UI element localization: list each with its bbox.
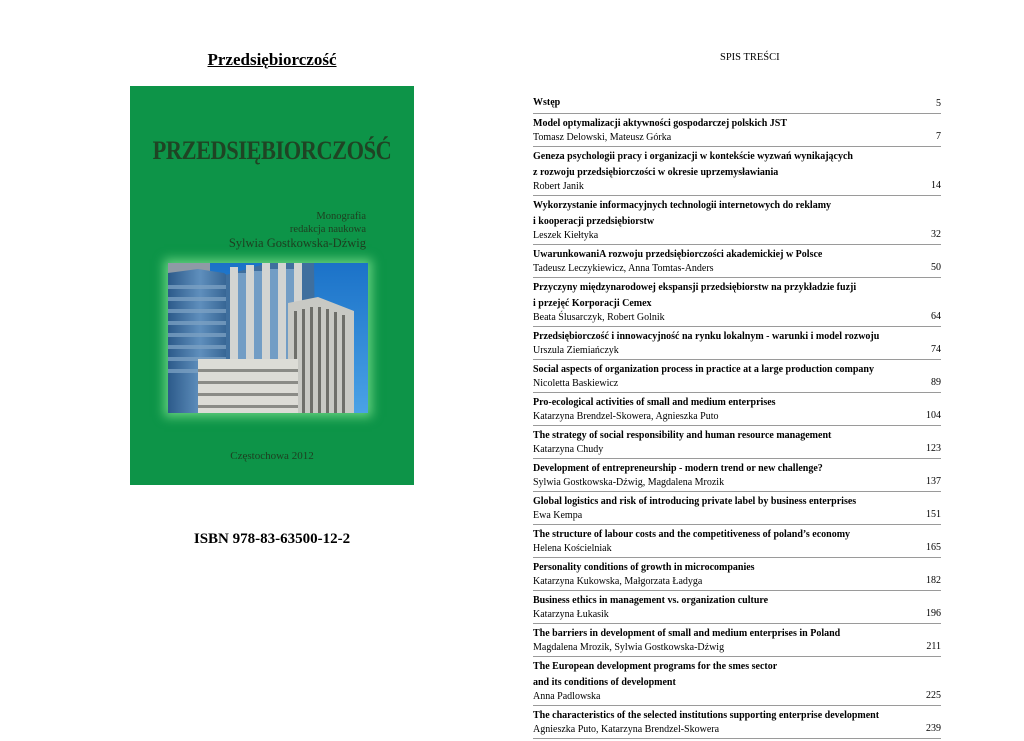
toc-entry [533,280,941,327]
toc-entry-title: z rozwoju przedsiębiorczości w okresie uprzemysławiania [533,167,779,178]
toc-entry-authors: Katarzyna Brendzel-Skowera, Agnieszka Puto [533,411,719,422]
toc-entry-title: Wykorzystanie informacyjnych technologii internetowych do reklamy [533,200,832,211]
toc-entry-title: i przejęć Korporacji Cemex [533,298,652,309]
toc-heading: SPIS TREŚCI [720,52,780,63]
toc-entry-page: 14 [931,180,941,191]
isbn: ISBN 978-83-63500-12-2 [193,531,351,547]
cover-city-year: Częstochowa 2012 [230,450,314,462]
toc-entry-page: 137 [926,476,941,487]
toc-entry-title: The barriers in development of small and medium enterprises in Poland [533,628,841,639]
toc-entry-title: The European development programs for the smes sector [533,661,778,672]
toc-entry-page: 196 [926,608,941,619]
toc-entry-title: Wstęp [533,97,561,108]
cover-editor-name: Sylwia Gostkowska-Dźwig [228,236,366,250]
toc-entry-authors: Anna Padlowska [533,691,601,702]
toc-entry [533,708,941,739]
toc-entry-title: Pro-ecological activities of small and medium enterprises [533,397,776,408]
toc-entry-authors: Katarzyna Łukasik [533,609,609,620]
toc-entry-title: i kooperacji przedsiębiorstw [533,216,655,227]
toc-entry [533,395,941,426]
toc-entry-page: 5 [936,98,941,109]
toc-entry-authors: Ewa Kempa [533,510,583,521]
book-cover [130,86,414,485]
toc-entry-title: Geneza psychologii pracy i organizacji w kontekście wyzwań wynikających [533,151,853,162]
toc-entry [533,461,941,492]
toc-entry-authors: Tomasz Delowski, Mateusz Górka [533,132,672,143]
toc-entry-title: The characteristics of the selected institutions supporting enterprise development [533,710,880,721]
toc-entry-title: and its conditions of development [533,677,676,688]
toc-entry [533,149,941,196]
toc-entry-authors: Katarzyna Kukowska, Małgorzata Ładyga [533,576,703,587]
toc-entry-title: Development of entrepreneurship - modern trend or new challenge? [533,463,823,474]
toc-entry [533,329,941,360]
toc-entry-page: 64 [931,311,941,322]
toc-entry-authors: Leszek Kiełtyka [533,230,599,241]
toc-entry-authors: Katarzyna Chudy [533,444,604,455]
toc-entry-page: 165 [926,542,941,553]
toc-entry [533,428,941,459]
toc-entry [533,626,941,657]
toc-entry [533,560,941,591]
toc-entry-title: Social aspects of organization process in practice at a large production company [533,364,874,375]
toc-entry [533,198,941,245]
toc-entry-title: Personality conditions of growth in microcompanies [533,562,755,573]
toc-entry-page: 104 [926,410,941,421]
toc-entry-authors: Magdalena Mrozik, Sylwia Gostkowska-Dźwig [533,642,725,653]
toc-entry-authors: Tadeusz Leczykiewicz, Anna Tomtas-Anders [533,263,714,274]
toc-entry-authors: Urszula Ziemiańczyk [533,345,619,356]
toc-entry-page: 225 [926,690,941,701]
toc-entry-page: 151 [926,509,941,520]
table-of-contents [533,95,941,741]
toc-entry-authors: Beata Ślusarczyk, Robert Golnik [533,312,665,323]
toc-entry-title: Global logistics and risk of introducing private label by business enterprises [533,496,857,507]
toc-entry-title: Business ethics in management vs. organization culture [533,595,769,606]
toc-entry-page: 123 [926,443,941,454]
toc-entry [533,659,941,706]
toc-entry-authors: Sylwia Gostkowska-Dźwig, Magdalena Mrozik [533,477,725,488]
toc-entry-page: 239 [926,723,941,734]
toc-entry [533,527,941,558]
toc-entry [533,247,941,278]
toc-entry-title: Przedsiębiorczość i innowacyjność na rynku lokalnym - warunki i model rozwoju [533,331,880,342]
toc-entry-page: 7 [936,131,941,142]
toc-entry-page: 74 [931,344,941,355]
cover-building-photo [168,263,368,413]
toc-entry-authors: Robert Janik [533,181,584,192]
toc-entry-authors: Agnieszka Puto, Katarzyna Brendzel-Skowera [533,724,720,735]
toc-entry-title: Model optymalizacji aktywności gospodarczej polskich JST [533,118,787,129]
toc-entry-authors: Helena Kościelniak [533,543,612,554]
building-illustration [168,263,368,413]
toc-entry [533,494,941,525]
cover-editorship-label: redakcja naukowa [289,224,366,235]
cover-monograph-label: Monografia [316,211,366,222]
cover-title: PRZEDSIĘBIORCZOŚĆ [152,136,392,165]
toc-entry [533,116,941,147]
toc-entry-title: Przyczyny międzynarodowej ekspansji przedsiębiorstw na przykładzie fuzji [533,282,857,293]
toc-entry-title: The strategy of social responsibility and human resource management [533,430,832,441]
toc-entry-page: 182 [926,575,941,586]
toc-entry-page: 50 [931,262,941,273]
toc-entry-title: The structure of labour costs and the competitiveness of poland’s economy [533,529,851,540]
toc-entry [533,593,941,624]
toc-entry-title: UwarunkowaniA rozwoju przedsiębiorczości akademickiej w Polsce [533,249,823,260]
toc-entry-page: 89 [931,377,941,388]
cover-editorial-block [229,210,366,251]
toc-entry-page: 32 [931,229,941,240]
toc-entry [533,362,941,393]
toc-entry-page: 211 [926,641,941,652]
toc-entry-authors: Nicoletta Baskiewicz [533,378,619,389]
page-title: Przedsiębiorczość [207,50,337,69]
toc-entry [533,95,941,114]
